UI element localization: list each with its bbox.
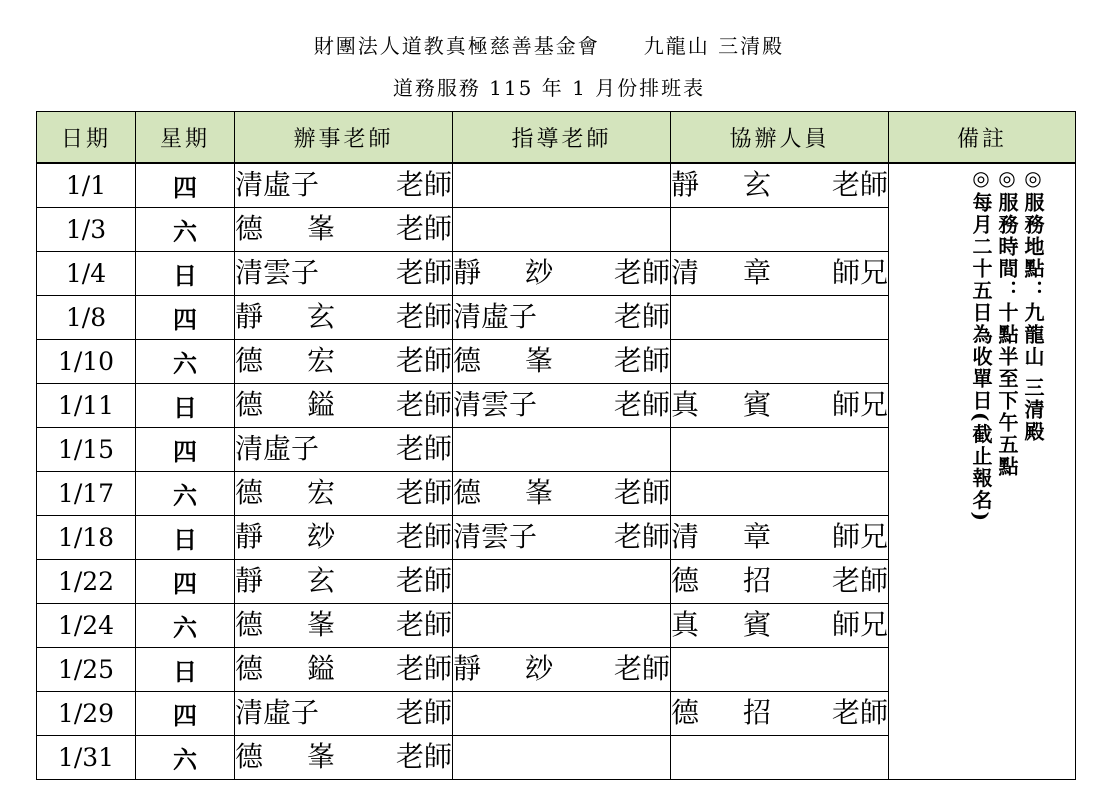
handler-cell [235, 251, 453, 295]
person-name [453, 256, 553, 289]
person-title: 老師 [613, 476, 670, 509]
assistant-cell [671, 559, 889, 603]
person-name: 清雲子 [453, 388, 538, 421]
schedule-subtitle: 道務服務 115 年 1 月份排班表 [392, 76, 706, 100]
column-header-guide: 指導老師 [453, 112, 671, 164]
person-entry [453, 388, 670, 421]
person-title: 老師 [613, 652, 670, 685]
person-entry [235, 388, 452, 421]
assistant-cell [671, 471, 889, 515]
name-char: 玅 [306, 520, 335, 553]
person-name [235, 476, 335, 509]
date-cell: 1/11 [37, 383, 136, 427]
person-name: 清虛子 [235, 432, 320, 465]
person-name [235, 388, 335, 421]
name-char: 玄 [306, 300, 335, 333]
guide-cell [453, 339, 671, 383]
person-name [235, 564, 335, 597]
person-title: 老師 [395, 256, 452, 289]
weekday-cell: 日 [136, 515, 235, 559]
column-header-assistant: 協辦人員 [671, 112, 889, 164]
name-char: 峯 [306, 608, 335, 641]
person-title: 老師 [395, 652, 452, 685]
assistant-cell [671, 427, 889, 471]
person-title: 老師 [395, 168, 452, 202]
name-char: 靜 [453, 256, 482, 289]
name-char: 峯 [306, 740, 335, 773]
person-entry [235, 168, 452, 202]
person-title: 老師 [613, 344, 670, 377]
date-cell: 1/24 [37, 603, 136, 647]
column-header-handler: 辦事老師 [235, 112, 453, 164]
assistant-cell [671, 163, 889, 207]
person-name: 清虛子 [453, 300, 538, 333]
handler-cell [235, 163, 453, 207]
person-entry [235, 476, 452, 509]
name-char: 靜 [235, 564, 264, 597]
name-char: 靜 [453, 652, 482, 685]
date-cell: 1/8 [37, 295, 136, 339]
assistant-cell [671, 207, 889, 251]
person-title: 老師 [395, 476, 452, 509]
guide-cell [453, 295, 671, 339]
remark-note: ◎每月二十五日為收單日(截止報名) [969, 166, 993, 523]
weekday-cell: 六 [136, 339, 235, 383]
date-cell: 1/1 [37, 163, 136, 207]
name-char: 賓 [742, 388, 771, 421]
weekday-cell: 六 [136, 207, 235, 251]
person-name [453, 344, 553, 377]
name-char: 德 [671, 696, 700, 729]
person-name [671, 608, 771, 641]
name-char: 清 [671, 520, 700, 553]
handler-cell [235, 735, 453, 779]
person-entry [235, 432, 452, 465]
name-char: 德 [235, 652, 264, 685]
date-cell: 1/22 [37, 559, 136, 603]
person-name [453, 652, 553, 685]
person-entry [235, 696, 452, 729]
person-entry [235, 300, 452, 333]
assistant-cell [671, 339, 889, 383]
schedule-body [37, 163, 1076, 779]
weekday-cell: 四 [136, 559, 235, 603]
person-title: 老師 [395, 300, 452, 333]
header-row [37, 112, 1076, 164]
weekday-cell: 四 [136, 295, 235, 339]
person-entry [453, 344, 670, 377]
person-entry [671, 696, 888, 729]
name-char: 靜 [235, 520, 264, 553]
person-name [235, 300, 335, 333]
column-header-remarks: 備註 [889, 112, 1076, 164]
date-cell: 1/31 [37, 735, 136, 779]
handler-cell [235, 207, 453, 251]
guide-cell [453, 515, 671, 559]
person-title: 老師 [395, 212, 452, 245]
person-title: 師兄 [831, 256, 888, 289]
assistant-cell [671, 515, 889, 559]
person-entry [235, 740, 452, 773]
document-title: 財團法人道教真極慈善基金會 九龍山 三清殿 [313, 34, 785, 58]
person-entry [453, 256, 670, 289]
person-title: 老師 [613, 256, 670, 289]
assistant-cell [671, 691, 889, 735]
handler-cell [235, 691, 453, 735]
person-name [453, 476, 553, 509]
name-char: 德 [235, 740, 264, 773]
name-char: 真 [671, 388, 700, 421]
person-title: 老師 [613, 300, 670, 333]
weekday-cell: 六 [136, 735, 235, 779]
person-title: 老師 [395, 520, 452, 553]
person-title: 老師 [831, 696, 888, 729]
person-title: 老師 [395, 388, 452, 421]
handler-cell [235, 427, 453, 471]
date-cell: 1/29 [37, 691, 136, 735]
name-char: 章 [742, 256, 771, 289]
person-title: 老師 [395, 696, 452, 729]
person-entry [671, 608, 888, 641]
person-entry [453, 300, 670, 333]
name-char: 德 [671, 564, 700, 597]
name-char: 峯 [306, 212, 335, 245]
person-title: 老師 [613, 388, 670, 421]
name-char: 玄 [742, 168, 771, 202]
assistant-cell [671, 295, 889, 339]
person-name [671, 696, 771, 729]
name-char: 清 [671, 256, 700, 289]
person-entry [453, 476, 670, 509]
name-char: 峯 [524, 476, 553, 509]
date-cell: 1/18 [37, 515, 136, 559]
weekday-cell: 六 [136, 603, 235, 647]
weekday-cell: 日 [136, 647, 235, 691]
handler-cell [235, 603, 453, 647]
remark-note: ◎服務時間：十點半至下午五點 [995, 166, 1019, 478]
guide-cell [453, 471, 671, 515]
column-header-date: 日期 [37, 112, 136, 164]
guide-cell [453, 163, 671, 207]
name-char: 峯 [524, 344, 553, 377]
person-entry [453, 520, 670, 553]
person-name: 清虛子 [235, 696, 320, 729]
person-entry [235, 344, 452, 377]
date-cell: 1/17 [37, 471, 136, 515]
assistant-cell [671, 383, 889, 427]
person-name [671, 388, 771, 421]
name-char: 招 [742, 696, 771, 729]
person-name [671, 520, 771, 553]
handler-cell [235, 647, 453, 691]
person-entry [671, 520, 888, 553]
name-char: 德 [235, 388, 264, 421]
assistant-cell [671, 251, 889, 295]
person-name: 清雲子 [453, 520, 538, 553]
handler-cell [235, 471, 453, 515]
weekday-cell: 日 [136, 383, 235, 427]
assistant-cell [671, 735, 889, 779]
guide-cell [453, 207, 671, 251]
weekday-cell: 四 [136, 427, 235, 471]
guide-cell [453, 427, 671, 471]
guide-cell [453, 603, 671, 647]
person-entry [453, 652, 670, 685]
person-name [235, 520, 335, 553]
handler-cell [235, 339, 453, 383]
name-char: 靜 [235, 300, 264, 333]
handler-cell [235, 295, 453, 339]
date-cell: 1/10 [37, 339, 136, 383]
name-char: 德 [235, 476, 264, 509]
guide-cell [453, 383, 671, 427]
person-title: 老師 [395, 344, 452, 377]
name-char: 宏 [306, 476, 335, 509]
name-char: 玅 [524, 652, 553, 685]
guide-cell [453, 251, 671, 295]
guide-cell [453, 735, 671, 779]
remarks-notes [889, 164, 1075, 523]
remark-note: ◎服務地點：九龍山 三清殿 [1021, 166, 1045, 443]
person-name [235, 212, 335, 245]
date-cell: 1/4 [37, 251, 136, 295]
guide-cell [453, 691, 671, 735]
person-title: 老師 [395, 740, 452, 773]
person-entry [235, 256, 452, 289]
date-cell: 1/25 [37, 647, 136, 691]
person-name [235, 608, 335, 641]
name-char: 德 [453, 476, 482, 509]
assistant-cell [671, 647, 889, 691]
name-char: 德 [235, 212, 264, 245]
schedule-table [36, 111, 1076, 780]
person-title: 老師 [613, 520, 670, 553]
person-name: 清雲子 [235, 256, 320, 289]
name-char: 玄 [306, 564, 335, 597]
person-entry [235, 608, 452, 641]
person-name [671, 564, 771, 597]
person-title: 老師 [831, 564, 888, 597]
person-name [235, 652, 335, 685]
weekday-cell: 六 [136, 471, 235, 515]
person-title: 老師 [395, 564, 452, 597]
person-entry [235, 564, 452, 597]
name-char: 賓 [742, 608, 771, 641]
person-entry [671, 388, 888, 421]
name-char: 宏 [306, 344, 335, 377]
name-char: 章 [742, 520, 771, 553]
person-entry [671, 168, 888, 202]
person-title: 師兄 [831, 608, 888, 641]
column-header-weekday: 星期 [136, 112, 235, 164]
person-title: 老師 [395, 608, 452, 641]
person-name [235, 740, 335, 773]
person-name [671, 168, 771, 202]
person-entry [235, 212, 452, 245]
remarks-cell [889, 163, 1076, 779]
person-entry [235, 652, 452, 685]
handler-cell [235, 515, 453, 559]
person-entry [671, 256, 888, 289]
name-char: 鎰 [306, 388, 335, 421]
weekday-cell: 日 [136, 251, 235, 295]
name-char: 靜 [671, 168, 700, 202]
name-char: 招 [742, 564, 771, 597]
person-name [235, 344, 335, 377]
guide-cell [453, 647, 671, 691]
table-row [37, 163, 1076, 207]
name-char: 真 [671, 608, 700, 641]
person-name: 清虛子 [235, 168, 320, 202]
person-title: 老師 [831, 168, 888, 202]
name-char: 玅 [524, 256, 553, 289]
handler-cell [235, 559, 453, 603]
name-char: 德 [235, 344, 264, 377]
date-cell: 1/15 [37, 427, 136, 471]
person-title: 師兄 [831, 388, 888, 421]
person-title: 師兄 [831, 520, 888, 553]
person-name [671, 256, 771, 289]
handler-cell [235, 383, 453, 427]
date-cell: 1/3 [37, 207, 136, 251]
weekday-cell: 四 [136, 691, 235, 735]
name-char: 德 [453, 344, 482, 377]
assistant-cell [671, 603, 889, 647]
person-title: 老師 [395, 432, 452, 465]
person-entry [235, 520, 452, 553]
weekday-cell: 四 [136, 163, 235, 207]
person-entry [671, 564, 888, 597]
name-char: 德 [235, 608, 264, 641]
name-char: 鎰 [306, 652, 335, 685]
guide-cell [453, 559, 671, 603]
